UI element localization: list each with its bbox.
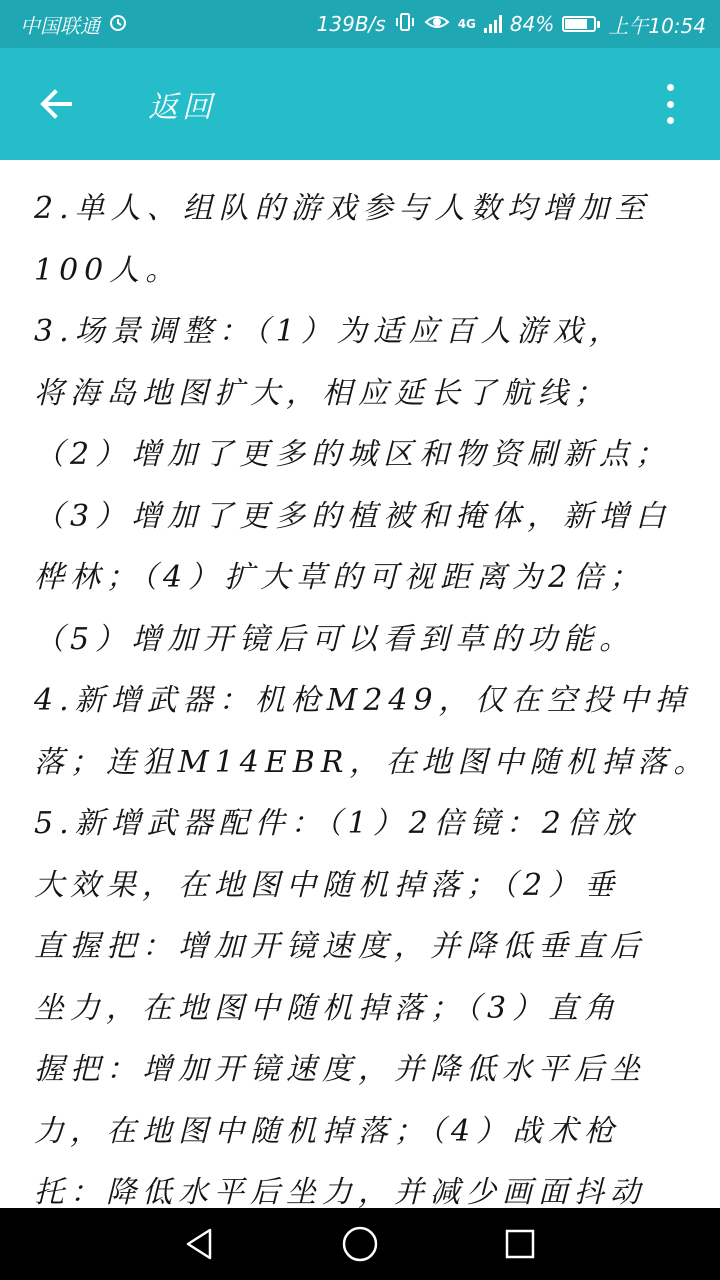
content-line: 4.新增武器：机枪M249，仅在空投中掉 [34, 683, 691, 718]
content-line: （3）增加了更多的植被和掩体，新增白 [34, 498, 672, 534]
content-line: 力，在地图中随机掉落；（4）战术枪 [34, 1113, 621, 1149]
carrier-label: 中国联通 [20, 13, 100, 38]
battery-fill [565, 19, 587, 29]
more-vertical-icon-dot [667, 117, 674, 124]
more-vertical-icon-dot [667, 101, 674, 108]
toolbar [0, 48, 720, 160]
battery-percent-label: 84% [509, 12, 555, 36]
status-right [317, 10, 706, 39]
content-line: 坐力，在地图中随机掉落；（3）直角 [34, 990, 621, 1026]
content-line: 2.单人、组队的游戏参与人数均增加至 [34, 191, 651, 226]
back-triangle-icon [182, 1226, 218, 1262]
status-bar [0, 0, 720, 48]
content-line: 5.新增武器配件：（1）2倍镜：2倍放 [34, 806, 639, 841]
status-left [20, 10, 128, 39]
content-line: 将海岛地图扩大，相应延长了航线； [34, 375, 610, 411]
content-line: （5）增加开镜后可以看到草的功能。 [34, 621, 636, 657]
recents-square-icon [502, 1226, 538, 1262]
content-line: （2）增加了更多的城区和物资刷新点； [34, 437, 672, 472]
toolbar-title[interactable]: 返回 [148, 90, 216, 125]
more-vertical-icon-dot [667, 84, 674, 91]
time-label: 上午10:54 [608, 13, 706, 38]
content-line: 直握把：增加开镜速度，并降低垂直后 [34, 929, 646, 964]
nav-recents-button[interactable] [498, 1222, 542, 1266]
net-speed-label: 139B/s [316, 12, 386, 36]
arrow-left-icon [38, 86, 74, 122]
content-line: 托：降低水平后坐力，并减少画面抖动 [34, 1175, 646, 1208]
network-type-label: 4G [457, 17, 476, 31]
navigation-bar [0, 1208, 720, 1280]
more-menu-button[interactable] [650, 84, 690, 124]
eye-icon [424, 12, 450, 37]
content-line: 落；连狙M14EBR，在地图中随机掉落。 [34, 744, 710, 780]
content-line: 桦林；（4）扩大草的可视距离为2倍； [34, 560, 646, 595]
vibrate-icon [394, 11, 416, 38]
battery-icon [562, 16, 596, 32]
article-content[interactable] [0, 160, 720, 1208]
nav-back-button[interactable] [178, 1222, 222, 1266]
content-line: 100人。 [34, 252, 182, 288]
alarm-icon [108, 12, 128, 37]
back-button[interactable] [0, 48, 112, 160]
home-circle-icon [341, 1225, 379, 1263]
signal-icon [484, 15, 502, 33]
content-line: 3.场景调整：（1）为适应百人游戏， [34, 314, 625, 349]
content-line: 握把：增加开镜速度，并降低水平后坐 [34, 1052, 646, 1087]
content-line: 大效果，在地图中随机掉落；（2）垂 [34, 867, 621, 903]
nav-home-button[interactable] [338, 1222, 382, 1266]
